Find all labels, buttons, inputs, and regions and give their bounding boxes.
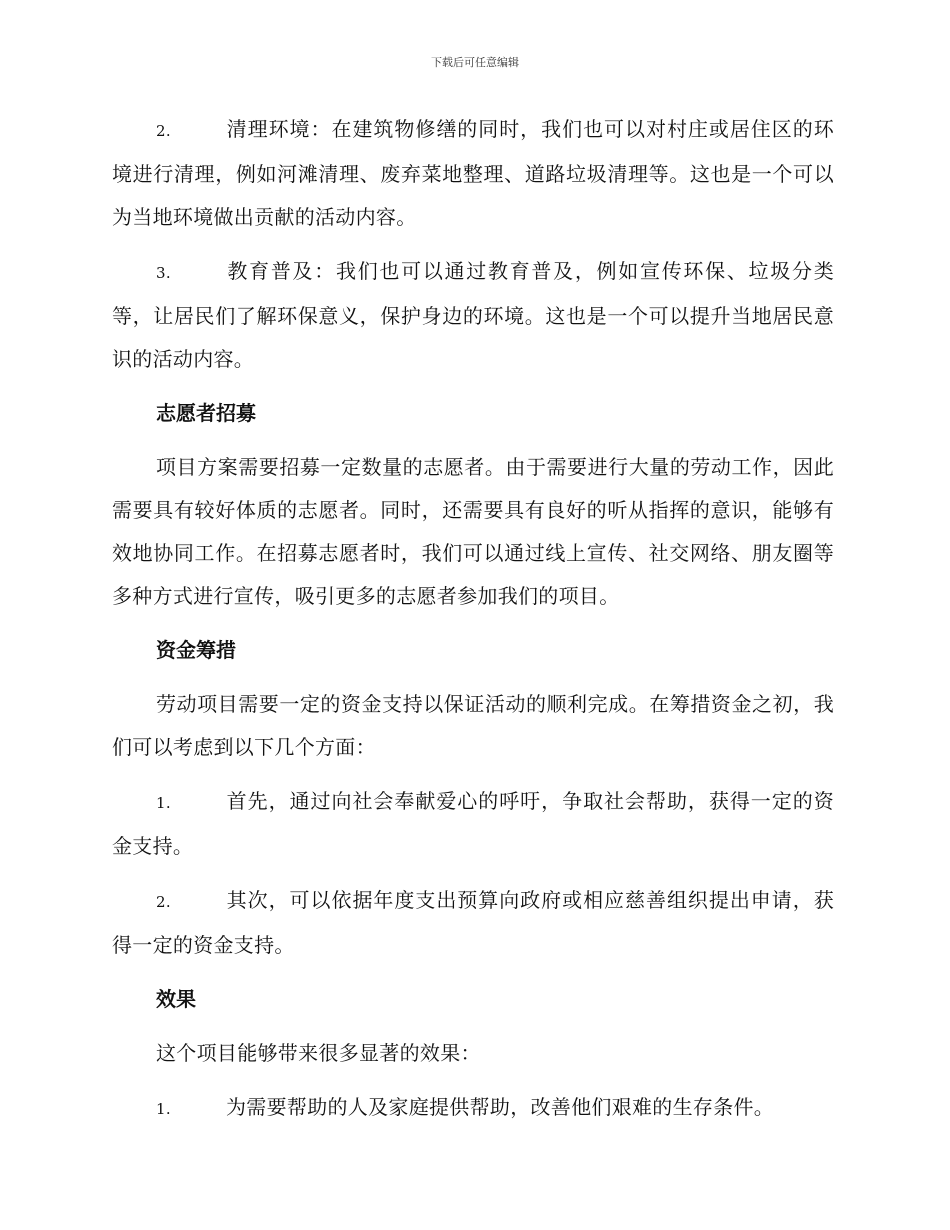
list-item-text: 清理环境：在建筑物修缮的同时，我们也可以对村庄或居住区的环境进行清理，例如河滩清理、废弃菜地整理、道路垃圾清理等。这也是一个可以为当地环境做出贡献的活动内容。	[112, 117, 834, 229]
section-heading-effects: 效果	[156, 987, 196, 1011]
list-number: 1.	[156, 794, 171, 812]
list-item	[112, 780, 834, 868]
list-number: 2.	[156, 893, 171, 911]
list-number: 3.	[156, 264, 171, 282]
section-heading-fundraising: 资金筹措	[156, 638, 236, 662]
list-item	[112, 250, 834, 381]
list-number: 2.	[156, 122, 171, 140]
paragraph: 这个项目能够带来很多显著的效果：	[156, 1041, 481, 1065]
list-item-text: 为需要帮助的人及家庭提供帮助，改善他们艰难的生存条件。	[226, 1095, 775, 1119]
list-item-text: 首先，通过向社会奉献爱心的呼吁，争取社会帮助，获得一定的资金支持。	[112, 789, 834, 858]
paragraph: 劳动项目需要一定的资金支持以保证活动的顺利完成。在筹措资金之初，我们可以考虑到以下几个方面：	[112, 692, 834, 759]
page-header-note: 下载后可任意编辑	[431, 56, 519, 69]
list-item	[112, 879, 834, 967]
list-item	[112, 108, 834, 239]
list-number: 1.	[156, 1100, 171, 1118]
document-body	[112, 108, 834, 1142]
section-heading-volunteer-recruitment: 志愿者招募	[156, 401, 256, 425]
list-item-text: 教育普及：我们也可以通过教育普及，例如宣传环保、垃圾分类等，让居民们了解环保意义，保护身边的环境。这也是一个可以提升当地居民意识的活动内容。	[112, 259, 834, 371]
paragraph: 项目方案需要招募一定数量的志愿者。由于需要进行大量的劳动工作，因此需要具有较好体质的志愿者。同时，还需要具有良好的听从指挥的意识，能够有效地协同工作。在招募志愿者时，我们可以通过线上宣传、社交网络、朋友圈等多种方式进行宣传，吸引更多的志愿者参加我们的项目。	[112, 455, 834, 608]
list-item-text: 其次，可以依据年度支出预算向政府或相应慈善组织提出申请，获得一定的资金支持。	[112, 888, 834, 957]
list-item	[112, 1086, 834, 1131]
